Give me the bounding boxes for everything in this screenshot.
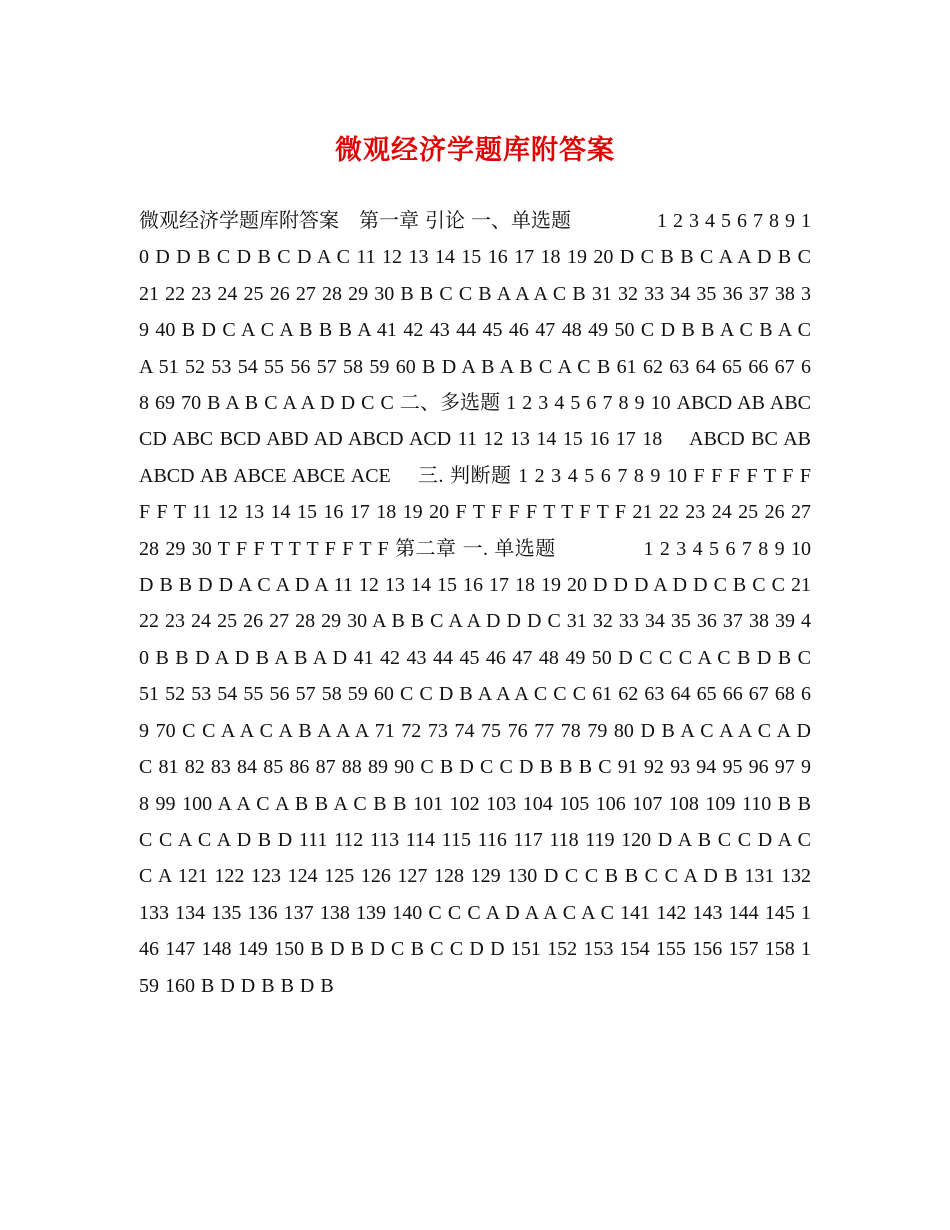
- answer-key-text: 微观经济学题库附答案 第一章 引论 一、单选题 1 2 3 4 5 6 7 8 9 10 D D B C D B C D A C 11 12 13 14 15 16 17 18 19 20 D C B B C A A D B C 21 22 23 24 25 26 27 28 29 30 B B C C B A A A C B 31 32 33 34 35 36 37 38 39 40 B D C A C A B B B A 41 42 43 44 45 46 47 48 49 50 C D B B A C B A C A 51 52 53 54 55 56 57 58 59 60 B D A B A B C A C B 61 62 63 64 65 66 67 68 69 70 B A B C A A D D C C 二、多选题 1 2 3 4 5 6 7 8 9 10 ABCD AB ABC CD ABC BCD ABD AD ABCD ACD 11 12 13 14 15 16 17 18 ABCD BC AB ABCD AB ABCE ABCE ACE 三. 判断题 1 2 3 4 5 6 7 8 9 10 F F F F T F F F F T 11 12 13 14 15 16 17 18 19 20 F T F F F T T F T F 21 22 23 24 25 26 27 28 29 30 T F F T T T F F T F 第二章 一. 单选题 1 2 3 4 5 6 7 8 9 10 D B B D D A C A D A 11 12 13 14 15 16 17 18 19 20 D D D A D D C B C C 21 22 23 24 25 26 27 28 29 30 A B B C A A D D D C 31 32 33 34 35 36 37 38 39 40 B B D A D B A B A D 41 42 43 44 45 46 47 48 49 50 D C C C A C B D B C 51 52 53 54 55 56 57 58 59 60 C C D B A A A C C C 61 62 63 64 65 66 67 68 69 70 C C A A C A B A A A 71 72 73 74 75 76 77 78 79 80 D B A C A A C A D C 81 82 83 84 85 86 87 88 89 90 C B D C C D B B B C 91 92 93 94 95 96 97 98 99 100 A A C A B B A C B B 101 102 103 104 105 106 107 108 109 110 B B C C A C A D B D 111 112 113 114 115 116 117 118 119 120 D A B C C D A C C A 121 122 123 124 125 126 127 128 129 130 D C C B B C C A D B 131 132 133 134 135 136 137 138 139 140 C C C A D A A C A C 141 142 143 144 145 146 147 148 149 150 B D B D C B C C D D 151 152 153 154 155 156 157 158 159 160 B D D B B D B: [139, 210, 811, 997]
- document-title: 微观经济学题库附答案: [335, 135, 615, 166]
